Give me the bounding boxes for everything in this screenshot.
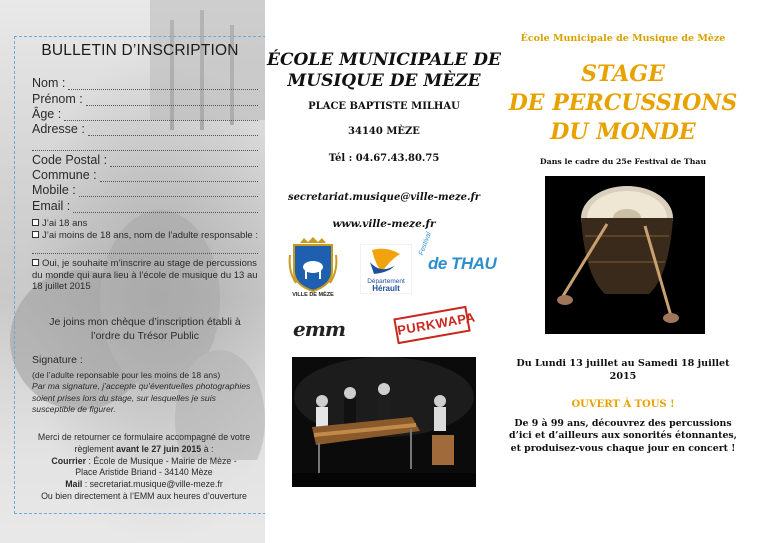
registration-panel <box>0 0 265 543</box>
field-label: Commune : <box>32 168 97 183</box>
percussion-ensemble-photo <box>292 357 476 487</box>
emm-logo <box>293 317 373 343</box>
signature-note <box>32 370 260 416</box>
field-adresse-continued[interactable] <box>32 136 258 151</box>
field-line[interactable] <box>88 125 258 136</box>
field-label: Nom : <box>32 76 66 91</box>
return-line-2-post: à : <box>201 443 214 454</box>
field-code-postal[interactable] <box>32 151 258 166</box>
form-fields <box>32 75 258 213</box>
stage-title-line-2: DE PERCUSSIONS <box>508 90 738 116</box>
drummer-photo <box>545 176 705 334</box>
mail-label: Courrier <box>51 455 87 466</box>
return-deadline: avant le 27 juin 2015 <box>116 443 202 454</box>
school-email-link[interactable]: secretariat.musique@ville-meze.fr <box>287 192 481 203</box>
field-line[interactable] <box>100 171 258 182</box>
field-label: Code Postal : <box>32 152 108 167</box>
purkwapa-logo-text: PURKWAPA <box>396 309 477 338</box>
festival-note: Dans le cadre du 25e Festival de Thau <box>539 157 707 166</box>
field-line[interactable] <box>86 95 258 106</box>
thau-logo-small: Festival <box>418 231 433 257</box>
email-line <box>24 479 264 491</box>
school-website-link[interactable]: www.ville-meze.fr <box>332 218 436 230</box>
checkbox-18-plus[interactable] <box>32 219 39 226</box>
field-nom[interactable] <box>32 75 258 90</box>
option-18-plus-label: J’ai 18 ans <box>42 218 88 229</box>
emm-logo-text: emm <box>293 317 346 341</box>
return-line-2-pre: règlement <box>74 443 117 454</box>
field-label: Adresse : <box>32 122 85 137</box>
return-line-2 <box>24 444 264 456</box>
school-address: PLACE BAPTISTE MILHAU <box>308 101 460 112</box>
field-line[interactable] <box>64 110 258 121</box>
herault-logo-text <box>360 278 412 292</box>
field-prenom[interactable] <box>32 90 258 105</box>
field-line[interactable] <box>73 202 258 213</box>
email-label: Mail <box>65 479 83 490</box>
open-to-all: OUVERT À TOUS ! <box>571 399 675 410</box>
mail-line <box>24 456 264 468</box>
herault-logo-line-2: Hérault <box>372 284 400 293</box>
form-title: BULLETIN D’INSCRIPTION <box>41 42 239 59</box>
stage-title-line-3: DU MONDE <box>550 119 696 145</box>
field-line[interactable] <box>79 186 258 197</box>
option-under-18[interactable] <box>32 230 258 242</box>
festival-thau-logo <box>418 231 497 284</box>
field-label: Âge : <box>32 106 62 121</box>
stage-dates-line-2: 2015 <box>609 370 637 382</box>
stage-dates-line-1: Du Lundi 13 juillet au Samedi 18 juillet <box>516 358 730 369</box>
return-instructions <box>24 432 264 503</box>
school-name-line-2: MUSIQUE DE MÈZE <box>287 71 481 91</box>
stage-school-header: École Municipale de Musique de Mèze <box>520 33 726 44</box>
meze-coat-of-arms-logo <box>286 237 340 299</box>
stage-panel <box>503 0 768 543</box>
field-age[interactable] <box>32 106 258 121</box>
checkbox-consent[interactable] <box>32 259 39 266</box>
option-under-18-label: J’ai moins de 18 ans, nom de l’adulte responsable : <box>42 229 258 241</box>
stage-description: De 9 à 99 ans, découvrez des percussions d’ici et d’ailleurs aux sonorités étonnantes, et produisez-vous chaque jour en concert ! <box>509 418 737 454</box>
field-commune[interactable] <box>32 167 258 182</box>
purkwapa-stamp-logo <box>393 306 477 344</box>
school-postal: 34140 MÈZE <box>348 126 420 137</box>
cheque-line-2: l’ordre du Trésor Public <box>91 330 199 342</box>
field-label: Email : <box>32 198 71 213</box>
field-line[interactable] <box>68 79 258 90</box>
mail-address-2: Place Aristide Briand - 34140 Mèze <box>75 467 213 478</box>
school-phone[interactable]: Tél : 04.67.43.80.75 <box>328 153 440 164</box>
field-adresse[interactable] <box>32 121 258 136</box>
meze-logo-label: VILLE DE MÈZE <box>292 292 334 298</box>
consent-option[interactable] <box>32 258 258 293</box>
mail-address: : École de Musique - Mairie de Mèze - <box>86 455 237 466</box>
field-mobile[interactable] <box>32 182 258 197</box>
thau-logo-main: de THAU <box>428 254 497 273</box>
school-panel <box>265 0 503 543</box>
return-line-1: Merci de retourner ce formulaire accompagné de votre <box>37 432 251 442</box>
direct-line: Ou bien directement à l’EMM aux heures d’ouverture <box>41 490 247 501</box>
signature-guardian-note: (de l’adulte reponsable pour les moins de 18 ans) <box>32 370 221 380</box>
cheque-line-1: Je joins mon chèque d’inscription établi à <box>49 316 241 328</box>
field-email[interactable] <box>32 197 258 212</box>
consent-label: Oui, je souhaite m’inscrire au stage de percussions du monde qui aura lieu à l’école de musique du 13 au 18 juillet 2015 <box>32 258 258 292</box>
field-line[interactable] <box>110 156 258 167</box>
herault-logo-line-1: Département <box>367 278 405 285</box>
stage-dates <box>503 358 743 383</box>
signature-label: Signature : <box>32 354 83 366</box>
school-name-line-1: ÉCOLE MUNICIPALE DE <box>266 50 501 70</box>
email-value: : secretariat.musique@ville-meze.fr <box>82 479 223 490</box>
cheque-note <box>32 315 258 343</box>
field-label: Prénom : <box>32 91 83 106</box>
field-line[interactable] <box>32 140 258 151</box>
option-18-plus[interactable] <box>32 218 258 230</box>
school-name <box>265 50 503 92</box>
photo-consent-note: Par ma signature, j’accepte qu’éventuelles photographies soient prises lors du stage, sur lesquelles je suis susceptible de figurer. <box>32 381 251 415</box>
adult-name-line[interactable] <box>32 243 258 254</box>
field-label: Mobile : <box>32 183 76 198</box>
stage-title <box>503 60 743 147</box>
form-choices <box>32 218 258 293</box>
checkbox-under-18[interactable] <box>32 231 39 238</box>
stage-title-line-1: STAGE <box>581 61 665 87</box>
